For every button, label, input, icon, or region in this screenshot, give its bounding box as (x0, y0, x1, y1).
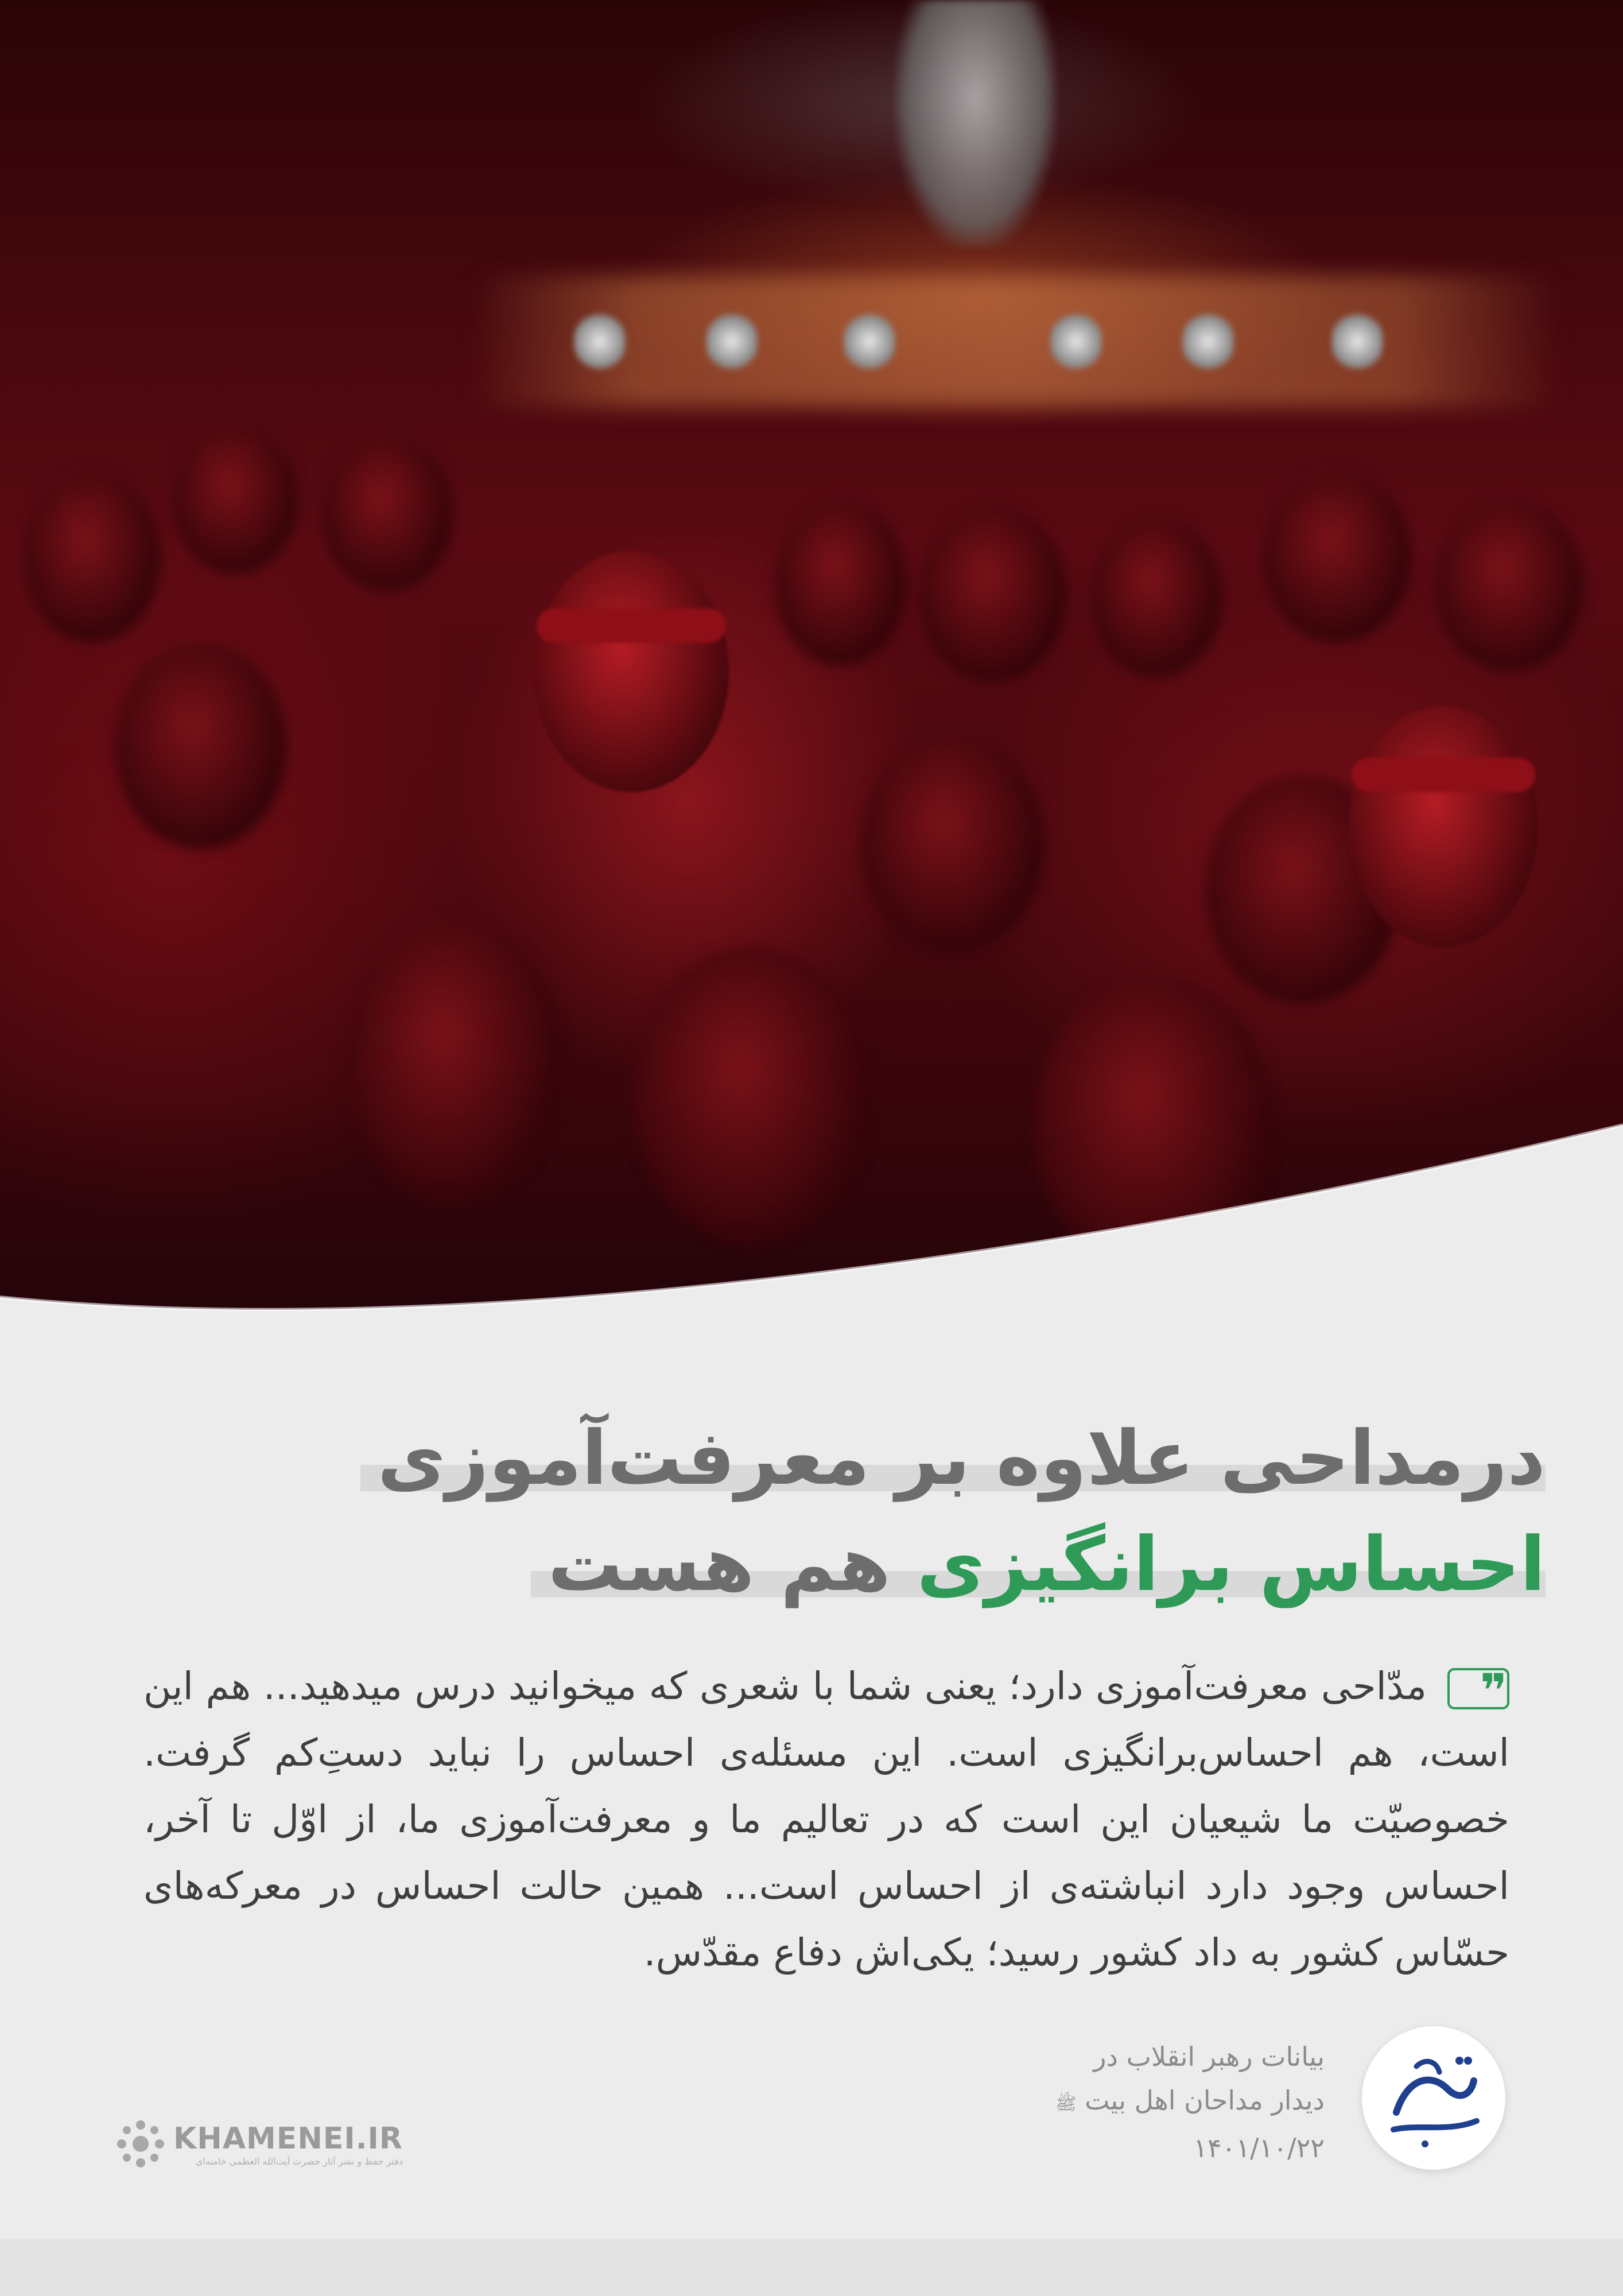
photo-curve-divider (0, 1091, 1623, 1355)
quote-mark-icon: ❞ (1447, 1668, 1509, 1709)
crowd-figure (1435, 499, 1584, 672)
khamenei-emblem-icon (115, 2118, 166, 2170)
honorific-glyph: ﷺ (1055, 2094, 1077, 2114)
logo-calligraphy-icon (1362, 2026, 1505, 2170)
crowd-figure (321, 436, 453, 591)
source-line-2: دیدار مداحان اهل بیت (1085, 2085, 1325, 2116)
crowd-figure (775, 499, 907, 666)
quote-body (143, 1653, 1509, 1986)
photo-lamp (1331, 310, 1383, 373)
brand-name: KHAMENEI.IR (173, 2121, 403, 2156)
crowd-figure (23, 471, 161, 643)
quote-text: مدّاحی معرفت‌آموزی دارد؛ یعنی شما با شعری که میخوانید درس میدهید... هم این است، هم احساس‌برانگیزی است. این مسئله‌ی احساس را نباید دستِ‌کم گرفت. خصوصیّت ما شیعیان این است که در تعالیم ما و معرفت‌آموزی ما، از اوّل تا آخر، احساس وجود دارد انباشته‌ی از احساس است... همین حالت احساس در معرکه‌های حسّاس کشور به داد کشور رسید؛ یکی‌اش دفاع مقدّس. (143, 1664, 1509, 1975)
photo-lamp (1182, 310, 1234, 373)
photo-chandelier (895, 0, 1056, 247)
sarmashq-fatemi-logo (1362, 2026, 1505, 2170)
headline-line-2 (531, 1521, 1546, 1608)
photo-lamp (844, 310, 895, 373)
bottom-bar (0, 2239, 1623, 2296)
headline-accent: احساس برانگیزی (917, 1521, 1546, 1608)
headline-line-2-rest: هم هست (548, 1521, 891, 1608)
crowd-figure (1263, 471, 1412, 643)
crowd-figure (172, 425, 298, 574)
headline-line-1-text: درمداحی علاوه بر معرفت‌آموزی (360, 1414, 1546, 1502)
headband (1352, 758, 1535, 792)
crowd-figure (1090, 517, 1222, 677)
source-caption (1055, 2035, 1325, 2170)
photo-lamp-strip (471, 276, 1561, 408)
crowd-figure-focus (1349, 706, 1538, 947)
brand-footer (115, 2118, 403, 2170)
crowd-figure (861, 735, 1045, 953)
crowd-figure-focus (534, 551, 729, 792)
source-line-1: بیانات رهبر انقلاب در (1093, 2041, 1325, 2072)
photo-lamp (574, 310, 626, 373)
headline-line-1 (360, 1414, 1546, 1502)
photo-lamp (706, 310, 758, 373)
photo-lamp (1050, 310, 1102, 373)
source-date: ۱۴۰۱/۱۰/۲۲ (1193, 2132, 1325, 2163)
brand-subtitle: دفتر حفظ و نشر آثار حضرت آیت‌الله العظمی خامنه‌ای (195, 2155, 403, 2167)
headband (537, 608, 726, 643)
crowd-figure (918, 505, 1067, 683)
crowd-figure (115, 643, 287, 850)
